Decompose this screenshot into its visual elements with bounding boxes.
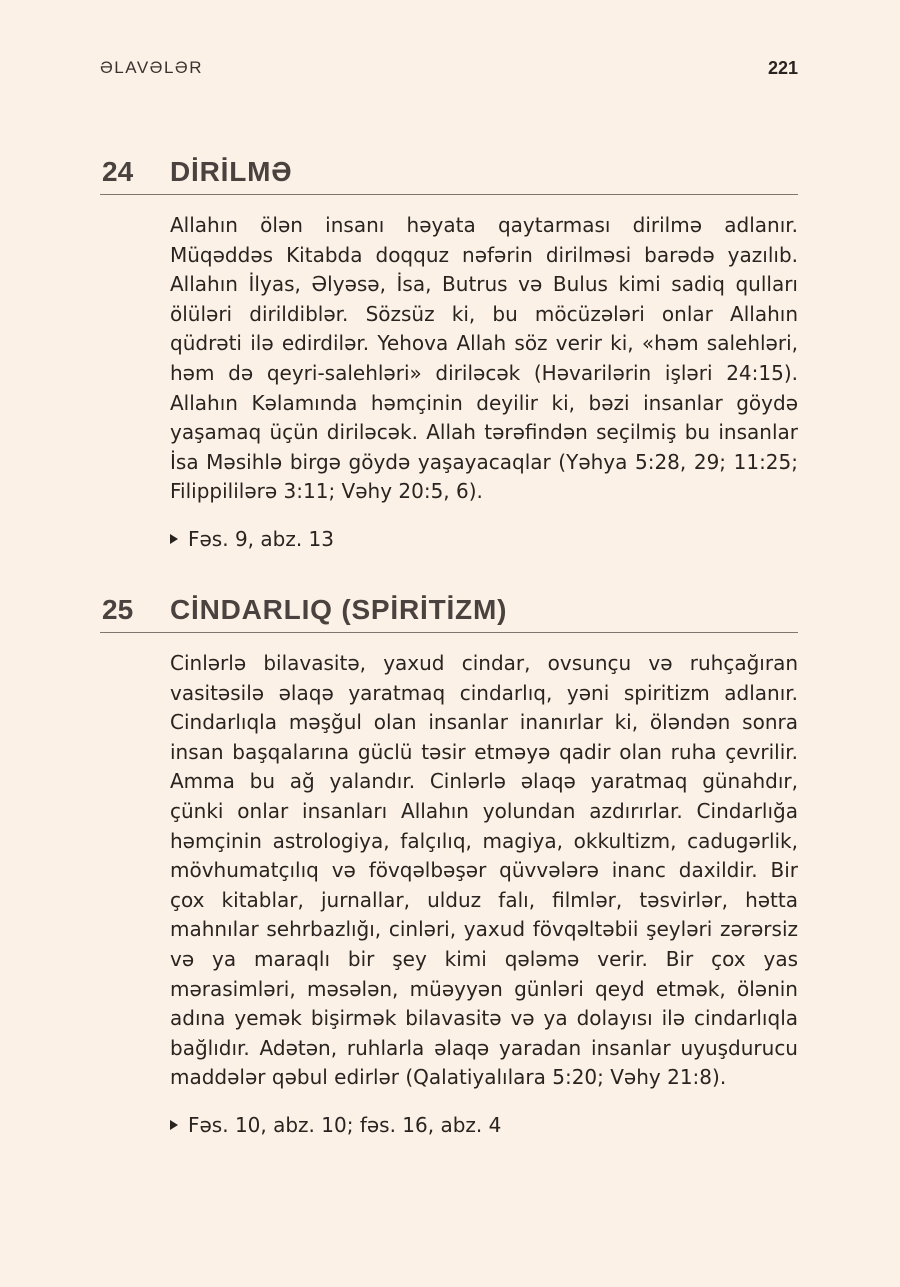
running-head <box>100 58 798 82</box>
section-25 <box>100 588 798 1140</box>
section-24 <box>100 150 798 554</box>
cross-reference-text: Fəs. 10, abz. 10; fəs. 16, abz. 4 <box>188 1112 502 1137</box>
section-heading <box>100 150 798 195</box>
section-title: DİRİLMƏ <box>170 156 293 187</box>
triangle-right-icon <box>170 534 178 544</box>
cross-reference[interactable] <box>170 1110 798 1140</box>
section-body <box>170 211 798 554</box>
section-body <box>170 649 798 1140</box>
section-heading <box>100 588 798 633</box>
triangle-right-icon <box>170 1120 178 1130</box>
page-number: 221 <box>767 58 798 78</box>
cross-reference-text: Fəs. 9, abz. 13 <box>188 526 334 551</box>
running-title: ƏLAVƏLƏR <box>100 58 203 77</box>
section-number: 24 <box>102 156 134 187</box>
section-paragraph: Cinlərlə bilavasitə, yaxud cindar, ovsunçu və ruhçağıran vasitəsilə əlaqə yaratmaq cindarlıq, yəni spiritizm adlanır. Cindarlıqla məşğul olan insanlar inanırlar ki, öləndən sonra insan başqalarına güclü təsir etməyə qadir olan ruha çevrilir. Amma bu ağ yalandır. Cinlərlə əlaqə yaratmaq günahdır, çünki onlar insanları Allahın yolundan azdırırlar. Cindarlığa həmçinin astrologiya, falçılıq, magiya, okkultizm, cadugərlik, mövhumatçılıq və fövqəlbəşər qüvvələrə inanc daxildir. Bir çox kitablar, jurnallar, ulduz falı, filmlər, təsvirlər, hətta mahnılar sehrbazlığı, cinləri, yaxud fövqəltəbii şeyləri zərərsiz və ya maraqlı bir şey kimi qələmə verir. Bir çox yas mərasimləri, məsələn, müəyyən günləri qeyd etmək, ölənin adına yemək bişirmək bilavasitə və ya dolayısı ilə cindarlıqla bağlıdır. Adətən, ruhlarla əlaqə yaradan insanlar uyuşdurucu maddələr qəbul edirlər (Qalatiyalılara 5:20; Vəhy 21:8). <box>170 651 798 1090</box>
section-title: CİNDARLIQ (SPİRİTİZM) <box>170 594 508 625</box>
cross-reference[interactable] <box>170 524 798 554</box>
section-number: 25 <box>102 594 134 625</box>
section-paragraph: Allahın ölən insanı həyata qaytarması dirilmə adlanır. Müqəddəs Kitabda doqquz nəfərin dirilməsi barədə yazılıb. Allahın İlyas, Əlyəsə, İsa, Butrus və Bulus kimi sadiq qulları ölüləri dirildiblər. Sözsüz ki, bu möcüzələri onlar Allahın qüdrəti ilə edirdilər. Yehova Allah söz verir ki, «həm salehləri, həm də qeyri-salehləri» diriləcək (Həvarilərin işləri 24:15). Allahın Kəlamında həmçinin deyilir ki, bəzi insanlar göydə yaşamaq üçün diriləcək. Allah tərəfindən seçilmiş bu insanlar İsa Məsihlə birgə göydə yaşayacaqlar (Yəhya 5:28, 29; 11:25; Filippililərə 3:11; Vəhy 20:5, 6). <box>170 213 798 504</box>
